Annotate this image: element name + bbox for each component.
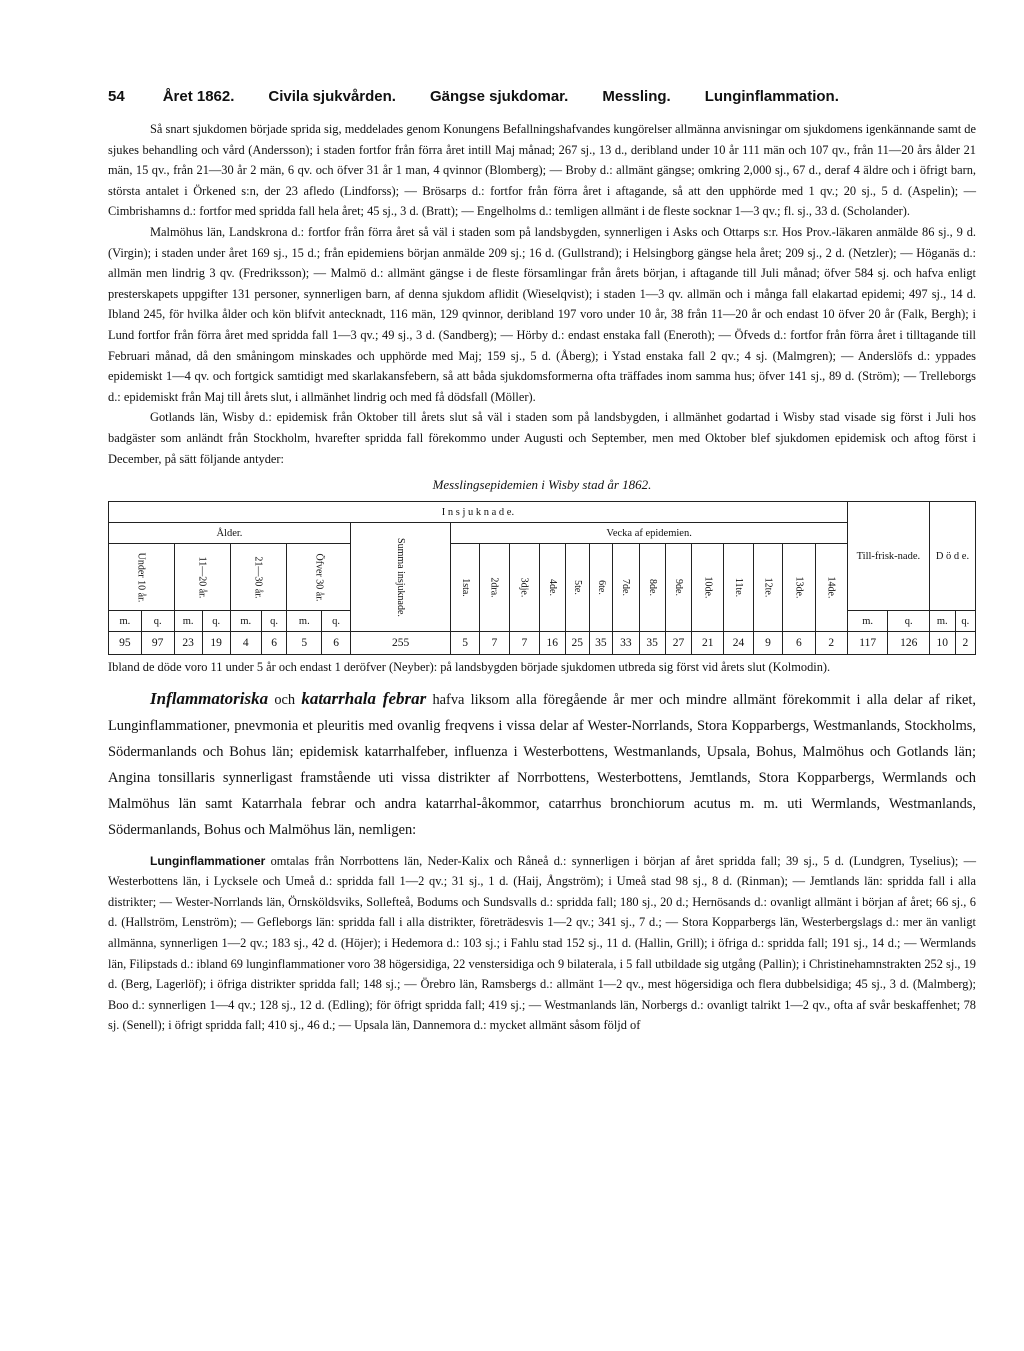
table-cell: 35 bbox=[589, 632, 613, 655]
table-sex-m: m. bbox=[230, 611, 261, 632]
table-col-age-over30: Öfver 30 år. bbox=[287, 544, 351, 611]
table-group-vecka: Vecka af epidemien. bbox=[451, 523, 847, 544]
epidemic-table bbox=[108, 501, 976, 655]
table-row bbox=[109, 632, 976, 655]
table-group-alder: Ålder. bbox=[109, 523, 351, 544]
header-topic-messling: Messling. bbox=[602, 88, 671, 105]
table-sex-m: m. bbox=[847, 611, 888, 632]
table-col-week-2: 2dra. bbox=[479, 544, 509, 632]
table-col-dode: D ö d e. bbox=[929, 502, 975, 611]
running-header bbox=[108, 88, 976, 105]
table-title: Messlingsepidemien i Wisby stad år 1862. bbox=[432, 477, 652, 493]
table-sex-m: m. bbox=[929, 611, 955, 632]
table-col-age-11-20: 11—20 år. bbox=[174, 544, 230, 611]
section-lunginflammationer bbox=[108, 851, 976, 1036]
conjunction: och bbox=[274, 691, 296, 708]
table-sex-m: m. bbox=[109, 611, 142, 632]
table-col-week-8: 8de. bbox=[639, 544, 665, 632]
table-sex-q: q. bbox=[955, 611, 975, 632]
table-col-week-7: 7de. bbox=[613, 544, 639, 632]
table-col-age-under10: Under 10 år. bbox=[109, 544, 175, 611]
table-col-week-6: 6te. bbox=[589, 544, 613, 632]
page-number: 54 bbox=[108, 88, 125, 105]
section2-text: hafva liksom alla föregående år mer och mindre allmänt förekommit i alla delar af riket, Lunginflammationer, pnevmonia et pleuritis med ovanlig freqvens i vissa delar af Wester-Norrlands, Stora Kopparbergs, Westmanlands, Stockholms, Södermanlands och Bohus län; epidemisk katarrhalfeber, influenza i Westerbottens, Westmanlands, Upsala, Bohus, Malmöhus och Gotlands län; Angina tonsillaris synnerligast framstående uti vissa distrikter af Norrbottens, Westerbottens, Jemtlands, Stora Kopparbergs, Wermlands och Malmöhus län samt Katarrhala febrar och andra katarrhal-åkommor, catarrhus bronchiorum acutus m. m. uti Wermlands, Westmanlands, Södermanlands, Bohus och Malmöhus län, nemligen: bbox=[108, 691, 977, 838]
table-sex-m: m. bbox=[174, 611, 202, 632]
paragraph-gotland: Gotlands län, Wisby d.: epidemisk från Oktober till årets slut så väl i staden som på landsbygden, i allmänhet godartad i Wisby stad visade sig först i Juli hos badgäster som anländt från Stockholm, hvarefter spridda fall förekommo under Augusti och September, men med Oktober blef sjukdomen epidemisk och aftog först i December, på sätt följande antyder: bbox=[108, 410, 976, 466]
table-col-week-12: 12te. bbox=[753, 544, 783, 632]
paragraph-malmohus: Malmöhus län, Landskrona d.: fortfor från förra året så väl i staden som på landsbygden, synnerligen i Asks och Ottarps s:r. Hos Prov.-läkaren anmälde 86 sj., 9 d. (Virgin); i staden under året 169 sj., 15 d.; från epidemiens början anmälde 209 sj.; 16 d. (Gullstrand); i Helsingborg gängse hela året; 209 sj., 2 d. (Netzler); — Höganäs d.: allmän men lindrig 3 qv. (Fredriksson); — Malmö d.: allmänt gängse i de fleste församlingar från årets början, i aftagande till Juli månad; öfver 584 sj. och hafva enligt presterskapets uppgifter 131 personer, synnerligen barn, af denna sjukdom aflidit (Wieselqvist); i staden 1—3 qv. allmän och i många fall elakartad epidemi; 497 sj., 14 d. Ibland 245, för hvilka ålder och kön blifvit antecknadt, 116 män, 129 qvinnor, deribland 197 voro under 10 år, 38 från 11—20 år och endast 10 öfver 20 år (Falk, Bergh); i Lund fortfor från förra året med spridda fall 1—3 qv.; 49 sj., 3 d. (Sandberg); — Hörby d.: endast enstaka fall (Eneroth); — Öfveds d.: fortfor från förra året i tilltagande till Februari månad, då den småningom minskades och upphörde med Maj; 159 sj., 5 d. (Åberg); i Ystad enstaka fall 2 qv.; 4 sj. (Malmgren); — Anderslöfs d.: yppades epidemiskt 1—4 qv. och fortgick samtidigt med skarlakansfebern, så att båda sjukdomsformerna ofta träffades inom samma hus; öfver 141 sj., 89 d. (Ström); — Trelleborgs d.: epidemiskt från Maj till årets slut, i allmänhet lindrig och med få dödsfall (Möller). bbox=[108, 224, 976, 404]
section-inflammatoriska bbox=[108, 686, 976, 843]
table-cell: 5 bbox=[287, 632, 322, 655]
table-cell: 9 bbox=[753, 632, 783, 655]
table-cell: 21 bbox=[692, 632, 724, 655]
table-col-week-5: 5te. bbox=[565, 544, 589, 632]
table-cell: 35 bbox=[639, 632, 665, 655]
table-sex-q: q. bbox=[322, 611, 351, 632]
header-year: Året 1862. bbox=[162, 88, 235, 105]
table-cell: 27 bbox=[665, 632, 691, 655]
table-cell: 7 bbox=[510, 632, 540, 655]
heading-katarrhala-febrar: katarrhala febrar bbox=[301, 688, 427, 708]
table-cell: 4 bbox=[230, 632, 261, 655]
table-cell: 25 bbox=[565, 632, 589, 655]
table-sex-q: q. bbox=[202, 611, 230, 632]
table-cell: 19 bbox=[202, 632, 230, 655]
table-col-tillfrisknade: Till-frisk-nade. bbox=[847, 502, 929, 611]
table-sex-q: q. bbox=[261, 611, 286, 632]
table-col-week-10: 10de. bbox=[692, 544, 724, 632]
table-cell: 126 bbox=[888, 632, 929, 655]
table-col-age-21-30: 21—30 år. bbox=[230, 544, 287, 611]
table-cell: 2 bbox=[955, 632, 975, 655]
heading-inflammatoriska: Inflammatoriska bbox=[150, 688, 269, 708]
table-col-week-3: 3dje. bbox=[510, 544, 540, 632]
table-col-week-13: 13de. bbox=[783, 544, 815, 632]
table-col-week-4: 4de. bbox=[539, 544, 565, 632]
table-col-summa: Summa insjuknade. bbox=[350, 523, 451, 632]
heading-lunginflammationer: Lunginflammationer bbox=[150, 853, 266, 868]
table-cell: 33 bbox=[613, 632, 639, 655]
section3-text: omtalas från Norrbottens län, Neder-Kalix och Råneå d.: synnerligen i början af året spridda fall; 39 sj., 5 d. (Lundgren, Tyselius); — Westerbottens län, i Lycksele och Umeå d.: spridda fall 1—2 qv.; 31 sj., 1 d. (Haij, Ångström); i Umeå stad 98 sj., 8 d. (Rinman); — Jemtlands län: spridda fall i alla distrikter; — Wester-Norrlands län, Örnsköldsviks, Sollefteå, Bodums och Sundsvalls d.: spridda fall; 180 sj., 20 d.; Hernösands d.: ovanligt allmänt i början af året; 66 sj., 6 d. (Hallström, Lenström); — Gefleborgs län: spridda fall i alla distrikter, företrädesvis 1—2 qv.; 341 sj., 7 d.; — Stora Kopparbergs län, Westerbergslags d.: mer än vanligt allmänna, synnerligen 1—2 qv.; 183 sj., 42 d. (Höjer); i Hedemora d.: 103 sj.; i Fahlu stad 152 sj., 11 d. (Hallin, Grill); i öfriga d.: spridda fall; 191 sj., 14 d.; — Wermlands län, Filipstads d.: ibland 69 lunginflammationer voro 38 högersidiga, 22 venstersidiga och 9 bilaterala, i 5 fall utbildade sig utgång (Pallin); i Christinehamnstrakten 252 sj., 19 d. (Berg, Lagerlöf); i öfriga distrikter spridda fall; 148 sj.; — Örebro län, Ramsbergs d.: allmänt 1—2 qv., mest högersidiga och flera dubbelsidiga; 45 sj., 3 d. (Malmberg); Boo d.: synnerligen 1—4 qv.; 128 sj., 12 d. (Edling); för öfrigt spridda fall; 419 sj.; — Westmanlands län, Norbergs d.: ovanligt talrikt 1—2 qv., ofta af svår beskaffenhet; 78 sj. (Senell); i öfrigt spridda fall; 410 sj., 46 d.; — Upsala län, Dannemora d.: mycket allmänt såsom följd of bbox=[108, 853, 976, 1033]
header-topic-lunginflammation: Lunginflammation. bbox=[704, 88, 839, 105]
table-cell: 10 bbox=[929, 632, 955, 655]
table-cell: 7 bbox=[479, 632, 509, 655]
table-col-week-11: 11te. bbox=[724, 544, 753, 632]
table-cell-summa: 255 bbox=[350, 632, 451, 655]
table-group-insjuknade: I n s j u k n a d e. bbox=[109, 502, 848, 523]
table-cell: 97 bbox=[141, 632, 174, 655]
table-sex-q: q. bbox=[888, 611, 929, 632]
paragraph-after-table: Ibland de döde voro 11 under 5 år och endast 1 deröfver (Neyber): på landsbygden började sjukdomen utbreda sig först vid årets slut (Kolmodin). bbox=[108, 660, 831, 675]
table-cell: 24 bbox=[724, 632, 753, 655]
table-cell: 117 bbox=[847, 632, 888, 655]
paragraph-1: Så snart sjukdomen började sprida sig, meddelades genom Konungens Befallningshafvandes kungörelser allmänna anvisningar om sjukdomens igenkännande samt de sjukes behandling och vård (Andersson); i staden fortfor från förra året intill Maj månad; 267 sj., 13 d., deribland under 10 år 111 män och 107 qv., från 11—20 års ålder 21 män, 15 qv., från 21—30 år 2 män, 6 qv. och öfver 31 år 1 man, 4 qvinnor (Blomberg); — Broby d.: allmänt gängse; omkring 2,000 sj., 67 d., deraf 4 äldre och i öfrigt barn, största antalet i Örkened s:n, der 23 afledo (Lindforss); — Brösarps d.: fortfor från förra året i aftagande, så att den upphörde med 1 qv.; 20 sj., 5 d. (Aspelin); — Cimbrishamns d.: fortfor med spridda fall hela året; 45 sj., 3 d. (Bratt); — Engelholms d.: temligen allmänt i de fleste socknar 1—3 qv.; fl. sj., 33 d. (Scholander). bbox=[108, 122, 976, 219]
table-sex-m: m. bbox=[287, 611, 322, 632]
table-cell: 2 bbox=[815, 632, 847, 655]
table-cell: 6 bbox=[261, 632, 286, 655]
table-col-week-14: 14de. bbox=[815, 544, 847, 632]
table-col-week-9: 9de. bbox=[665, 544, 691, 632]
header-section: Civila sjukvården. bbox=[268, 88, 396, 105]
document-page bbox=[108, 88, 976, 1036]
table-sex-q: q. bbox=[141, 611, 174, 632]
table-cell: 6 bbox=[783, 632, 815, 655]
table-col-week-1: 1sta. bbox=[451, 544, 479, 632]
table-cell: 23 bbox=[174, 632, 202, 655]
table-cell: 5 bbox=[451, 632, 479, 655]
table-cell: 95 bbox=[109, 632, 142, 655]
header-subsection: Gängse sjukdomar. bbox=[429, 88, 569, 105]
table-cell: 16 bbox=[539, 632, 565, 655]
table-cell: 6 bbox=[322, 632, 351, 655]
